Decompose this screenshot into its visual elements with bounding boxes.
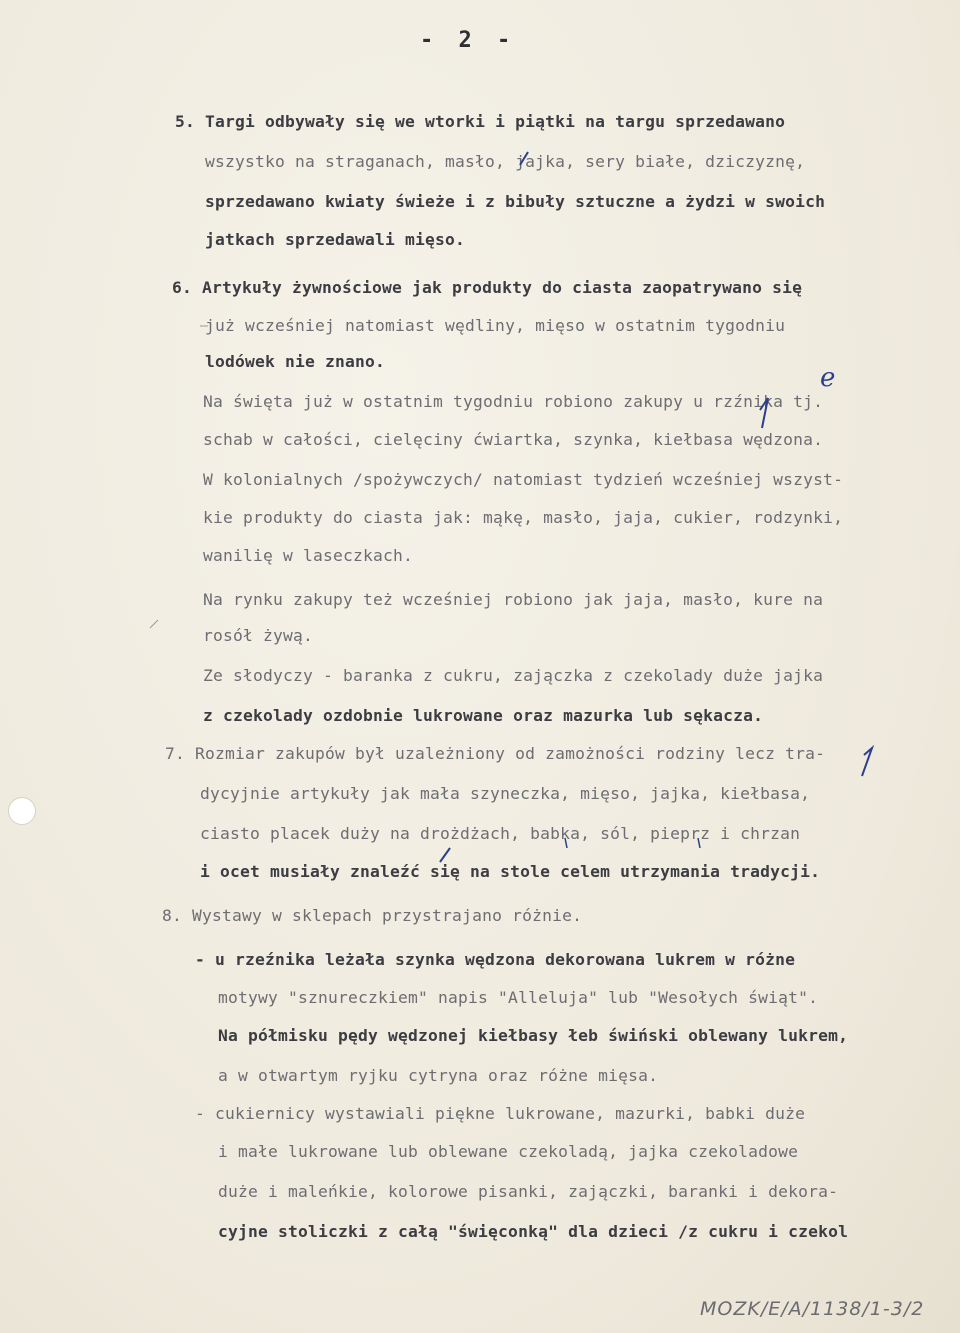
text-line: Na święta już w ostatnim tygodniu robiono zakupy u rzźnika tj. <box>203 392 824 411</box>
archive-reference: MOZK/E/A/1138/1-3/2 <box>700 1298 925 1320</box>
text-line: schab w całości, cielęciny ćwiartka, szynka, kiełbasa wędzona. <box>203 430 824 449</box>
text-line: i ocet musiały znaleźć się na stole celem utrzymania tradycji. <box>200 862 821 881</box>
page-number: - 2 - <box>420 28 517 53</box>
text-line: ciasto placek duży na drożdżach, babka, sól, pieprz i chrzan <box>200 824 801 843</box>
text-line: W kolonialnych /spożywczych/ natomiast tydzień wcześniej wszyst- <box>203 470 844 489</box>
text-line: jatkach sprzedawali mięso. <box>205 230 466 249</box>
text-line: Ze słodyczy - baranka z cukru, zajączka z czekolady duże jajka <box>203 666 824 685</box>
text-line: a w otwartym ryjku cytryna oraz różne mięsa. <box>218 1066 659 1085</box>
text-line: motywy "sznureczkiem" napis "Alleluja" lub "Wesołych świąt". <box>218 988 819 1007</box>
text-line: Na półmisku pędy wędzonej kiełbasy łeb świński oblewany lukrem, <box>218 1026 849 1045</box>
text-line: cyjne stoliczki z całą "święconką" dla dzieci /z cukru i czekol <box>218 1222 849 1241</box>
text-line: 5. Targi odbywały się we wtorki i piątki na targu sprzedawano <box>175 112 786 131</box>
text-line: sprzedawano kwiaty świeże i z bibuły sztuczne a żydzi w swoich <box>205 192 826 211</box>
text-line: 7. Rozmiar zakupów był uzależniony od zamożności rodziny lecz tra- <box>165 744 826 763</box>
text-line: i małe lukrowane lub oblewane czekoladą, jajka czekoladowe <box>218 1142 799 1161</box>
text-line: wszystko na straganach, masło, jajka, sery białe, dziczyznę, <box>205 152 806 171</box>
text-line: kie produkty do ciasta jak: mąkę, masło, jaja, cukier, rodzynki, <box>203 508 844 527</box>
text-line: wanilię w laseczkach. <box>203 546 414 565</box>
text-line: z czekolady ozdobnie lukrowane oraz mazurka lub sękacza. <box>203 706 764 725</box>
text-line: rosół żywą. <box>203 626 314 645</box>
text-line: Na rynku zakupy też wcześniej robiono jak jaja, masło, kure na <box>203 590 824 609</box>
text-line: lodówek nie znano. <box>205 352 386 371</box>
text-line: 8. Wystawy w sklepach przystrajano różnie. <box>162 906 583 925</box>
text-line: - cukiernicy wystawiali piękne lukrowane, mazurki, babki duże <box>195 1104 806 1123</box>
handwritten-correction: e <box>820 363 836 393</box>
text-line: dycyjnie artykuły jak mała szyneczka, mięso, jajka, kiełbasa, <box>200 784 811 803</box>
text-line: 6. Artykuły żywnościowe jak produkty do ciasta zaopatrywano się <box>172 278 803 297</box>
text-line: już wcześniej natomiast wędliny, mięso w ostatnim tygodniu <box>205 316 786 335</box>
punch-hole <box>8 797 36 825</box>
text-line: - u rzeźnika leżała szynka wędzona dekorowana lukrem w różne <box>195 950 796 969</box>
text-line: duże i maleńkie, kolorowe pisanki, zajączki, baranki i dekora- <box>218 1182 839 1201</box>
